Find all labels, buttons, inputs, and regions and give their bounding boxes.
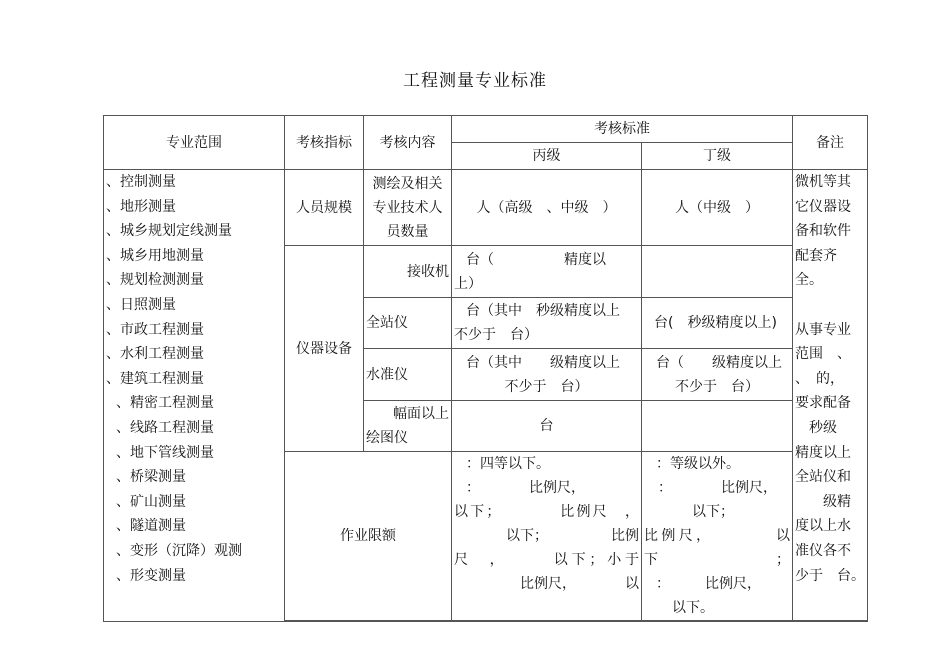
cell-line: 台（ 级精度以上: [656, 354, 782, 371]
total-station-grade-d: [642, 298, 793, 349]
header-scope: 专业范围: [104, 116, 285, 170]
header-standard: 考核标准: [452, 116, 793, 143]
cell-line: ： 比例尺，: [466, 480, 585, 496]
cell-line: 尺 ， 以下；小于: [454, 552, 639, 568]
remark-line: 范围 、: [795, 346, 851, 363]
scope-item: 、水利工程测量: [106, 346, 204, 363]
remark-line: 全站仪和: [795, 469, 851, 486]
cell-line: 台( 秒级精度以上): [654, 315, 777, 331]
cell-line: 台: [539, 418, 554, 434]
cell-line: 比例尺， 以下；: [644, 528, 790, 568]
receiver-grade-c: [452, 246, 642, 298]
cell-line: 比例尺， 以: [520, 576, 639, 592]
scope-item: 、变形（沉降）观测: [116, 542, 242, 559]
remark-line: 准仪各不: [795, 542, 851, 559]
remark-line: 全。: [795, 272, 823, 289]
remark-line: 配套齐: [795, 247, 837, 264]
personnel-content-line: 测绘及相关: [372, 175, 443, 192]
cell-line: 台（其中 级精度以上: [466, 354, 620, 371]
remark-line: 少于 台。: [795, 567, 865, 584]
scope-item: 、精密工程测量: [116, 395, 214, 412]
equipment-total-station: 全站仪: [364, 298, 452, 349]
remarks-cell: [793, 170, 868, 621]
cell-line: ：等级以外。: [656, 456, 740, 472]
header-grade-c: 丙级: [452, 143, 642, 170]
spacer-cell: [642, 621, 793, 622]
personnel-grade-d: 人（中级 ）: [642, 170, 793, 246]
remark-line: 秒级: [795, 419, 837, 436]
equipment-indicator: 仪器设备: [285, 246, 364, 452]
remark-line: [795, 293, 865, 318]
operation-label: 作业限额: [285, 452, 452, 621]
plotter-grade-c: [452, 401, 642, 452]
personnel-grade-c: 人（高级 、中级 ）: [452, 170, 642, 246]
cell-line: 绘图仪: [366, 430, 408, 446]
standards-table: [103, 115, 868, 622]
scope-item: 、市政工程测量: [106, 321, 204, 338]
operation-grade-d: [642, 452, 793, 621]
scope-item: 、规划检测测量: [106, 272, 204, 289]
cell-line: 不少于 台）: [504, 378, 589, 395]
personnel-content-line: 专业技术人: [372, 199, 443, 216]
cell-line: ： 比例尺，: [658, 480, 777, 496]
scope-item: 、桥梁测量: [116, 469, 186, 486]
header-content: 考核内容: [364, 116, 452, 170]
remark-line: 从事专业: [795, 321, 851, 338]
personnel-content: [364, 170, 452, 246]
scope-item: 、形变测量: [116, 567, 186, 584]
cell-line: 以下； 比例尺 ，: [454, 504, 639, 520]
scope-item: 、线路工程测量: [116, 419, 214, 436]
equipment-plotter: [364, 401, 452, 452]
level-grade-c: [452, 349, 642, 401]
personnel-content-line: 员数量: [386, 223, 429, 240]
total-station-grade-c: [452, 298, 642, 349]
scope-item: 、控制测量: [106, 174, 176, 190]
remark-line: 度以上水: [795, 518, 851, 535]
scope-list: [104, 170, 285, 622]
scope-item: 、地下管线测量: [116, 444, 214, 461]
scope-item: 、隧道测量: [116, 518, 186, 535]
receiver-grade-d: [642, 246, 793, 298]
remark-line: 备和软件: [795, 223, 851, 240]
remark-line: 、 的，: [795, 370, 844, 387]
remark-line: 它仪器设: [795, 198, 851, 215]
remark-line: 要求配备: [795, 395, 851, 412]
spacer-cell: [364, 621, 452, 622]
scope-item: 、地形测量: [106, 198, 176, 215]
operation-grade-c: [452, 452, 642, 621]
remark-line: 微机等其: [795, 174, 851, 190]
cell-line: 以下。: [672, 600, 714, 616]
spacer-cell: [452, 621, 642, 622]
spacer-cell: [793, 621, 868, 622]
scope-item: 、城乡用地测量: [106, 247, 204, 264]
scope-item: 、城乡规划定线测量: [106, 223, 232, 240]
scope-item: 、建筑工程测量: [106, 370, 204, 387]
cell-line: 台（其中 秒级精度以上: [466, 303, 620, 319]
cell-line: 上）: [454, 275, 482, 292]
personnel-indicator: 人员规模: [285, 170, 364, 246]
remark-line: 级精: [795, 493, 851, 510]
cell-line: 台（ 精度以: [466, 251, 606, 268]
scope-item: 、日照测量: [106, 296, 176, 313]
cell-line: ：四等以下。: [466, 456, 550, 472]
spacer-cell: [285, 621, 364, 622]
remark-line: 精度以上: [795, 444, 851, 461]
cell-line: ： 比例尺，: [656, 576, 761, 592]
header-remarks: 备注: [793, 116, 868, 170]
equipment-level: 水准仪: [364, 349, 452, 401]
cell-line: 以下；: [692, 504, 734, 520]
plotter-grade-d: [642, 401, 793, 452]
header-indicator: 考核指标: [285, 116, 364, 170]
cell-line: 幅面以上: [393, 406, 449, 422]
scope-item: 、矿山测量: [116, 493, 186, 510]
cell-line: 不少于 台）: [454, 327, 538, 343]
cell-line: 以下； 比例: [506, 528, 639, 544]
header-grade-d: 丁级: [642, 143, 793, 170]
document-title: 工程测量专业标准: [403, 71, 547, 91]
equipment-receiver: 接收机: [364, 246, 452, 298]
cell-line: 不少于 台）: [675, 378, 759, 395]
level-grade-d: [642, 349, 793, 401]
